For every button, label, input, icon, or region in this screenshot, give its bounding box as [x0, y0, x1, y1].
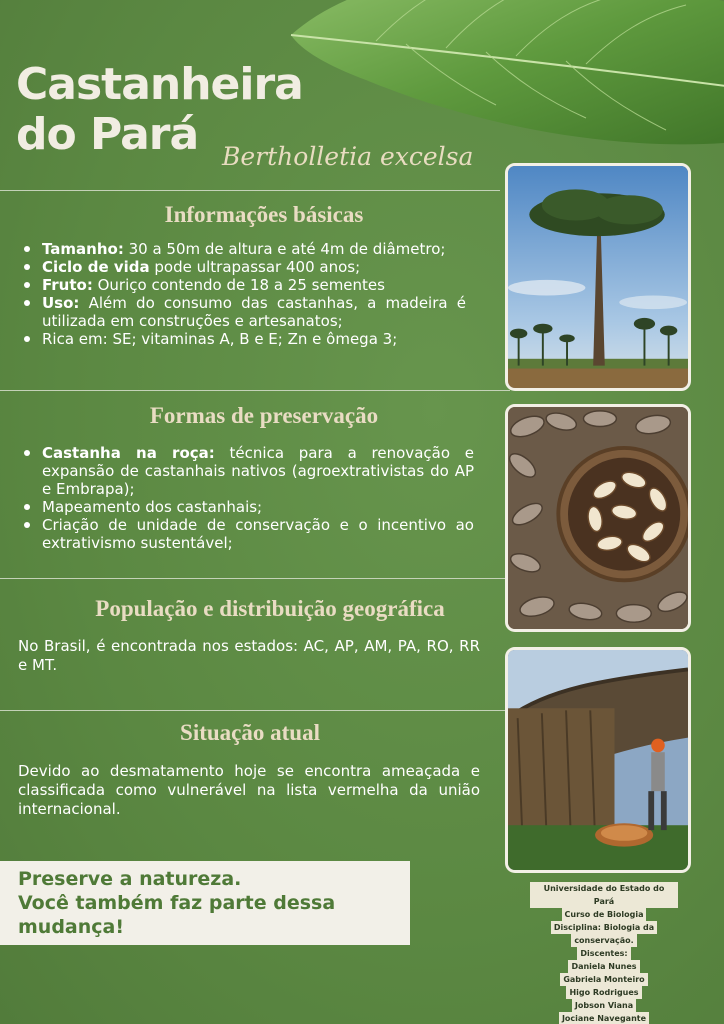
divider: [0, 578, 505, 579]
credit-line: Curso de Biologia: [562, 908, 647, 921]
preservation-list: [18, 444, 474, 552]
credits: [530, 882, 678, 1024]
section-title-preservation: Formas de preservação: [149, 403, 379, 428]
divider: [0, 390, 510, 391]
divider: [0, 190, 500, 191]
title-line-2: do Pará: [16, 109, 199, 160]
basic-info-list: [18, 240, 466, 348]
status-text: Devido ao desmatamento hoje se encontra ameaçada e classificada como vulnerável na lista vermelha da união internacional.: [18, 762, 480, 818]
list-item: Uso: Além do consumo das castanhas, a madeira é utilizada em construções e artesanatos;: [18, 294, 466, 330]
list-item: Rica em: SE; vitaminas A, B e E; Zn e ômega 3;: [18, 330, 466, 348]
call-to-action: [0, 861, 410, 945]
list-item: Criação de unidade de conservação e o incentivo ao extrativismo sustentável;: [18, 516, 474, 552]
distribution-text: No Brasil, é encontrada nos estados: AC, AP, AM, PA, RO, RR e MT.: [18, 637, 480, 674]
scientific-name: Bertholletia excelsa: [222, 142, 474, 171]
callout-line-2: Você também faz parte dessa: [18, 892, 336, 914]
credit-line: Discentes:: [577, 947, 630, 960]
credit-line: Daniela Nunes: [568, 960, 639, 973]
list-item: Mapeamento dos castanhais;: [18, 498, 474, 516]
callout-line-3: mudança!: [18, 916, 125, 938]
list-item: Ciclo de vida pode ultrapassar 400 anos;: [18, 258, 466, 276]
credit-line: Gabriela Monteiro: [560, 973, 647, 986]
credit-line: conservação.: [571, 934, 636, 947]
list-item: Fruto: Ouriço contendo de 18 a 25 sementes: [18, 276, 466, 294]
nuts-photo: [505, 404, 691, 632]
section-title-status: Situação atual: [180, 720, 320, 745]
credit-line: Jobson Viana: [572, 999, 636, 1012]
credit-line: Universidade do Estado do Pará: [530, 882, 678, 908]
credit-line: Jociane Navegante: [559, 1012, 649, 1024]
divider: [0, 710, 505, 711]
list-item: Tamanho: 30 a 50m de altura e até 4m de diâmetro;: [18, 240, 466, 258]
title-line-1: Castanheira: [16, 59, 303, 110]
section-title-basic: Informações básicas: [164, 202, 364, 227]
callout-line-1: Preserve a natureza.: [18, 868, 242, 890]
logging-photo: [505, 647, 691, 873]
tree-photo: [505, 163, 691, 391]
section-title-distribution: População e distribuição geográfica: [95, 596, 445, 621]
credit-line: Higo Rodrigues: [566, 986, 641, 999]
credit-line: Disciplina: Biologia da: [551, 921, 657, 934]
list-item: Castanha na roça: técnica para a renovação e expansão de castanhais nativos (agroextrativistas do AP e Embrapa);: [18, 444, 474, 498]
